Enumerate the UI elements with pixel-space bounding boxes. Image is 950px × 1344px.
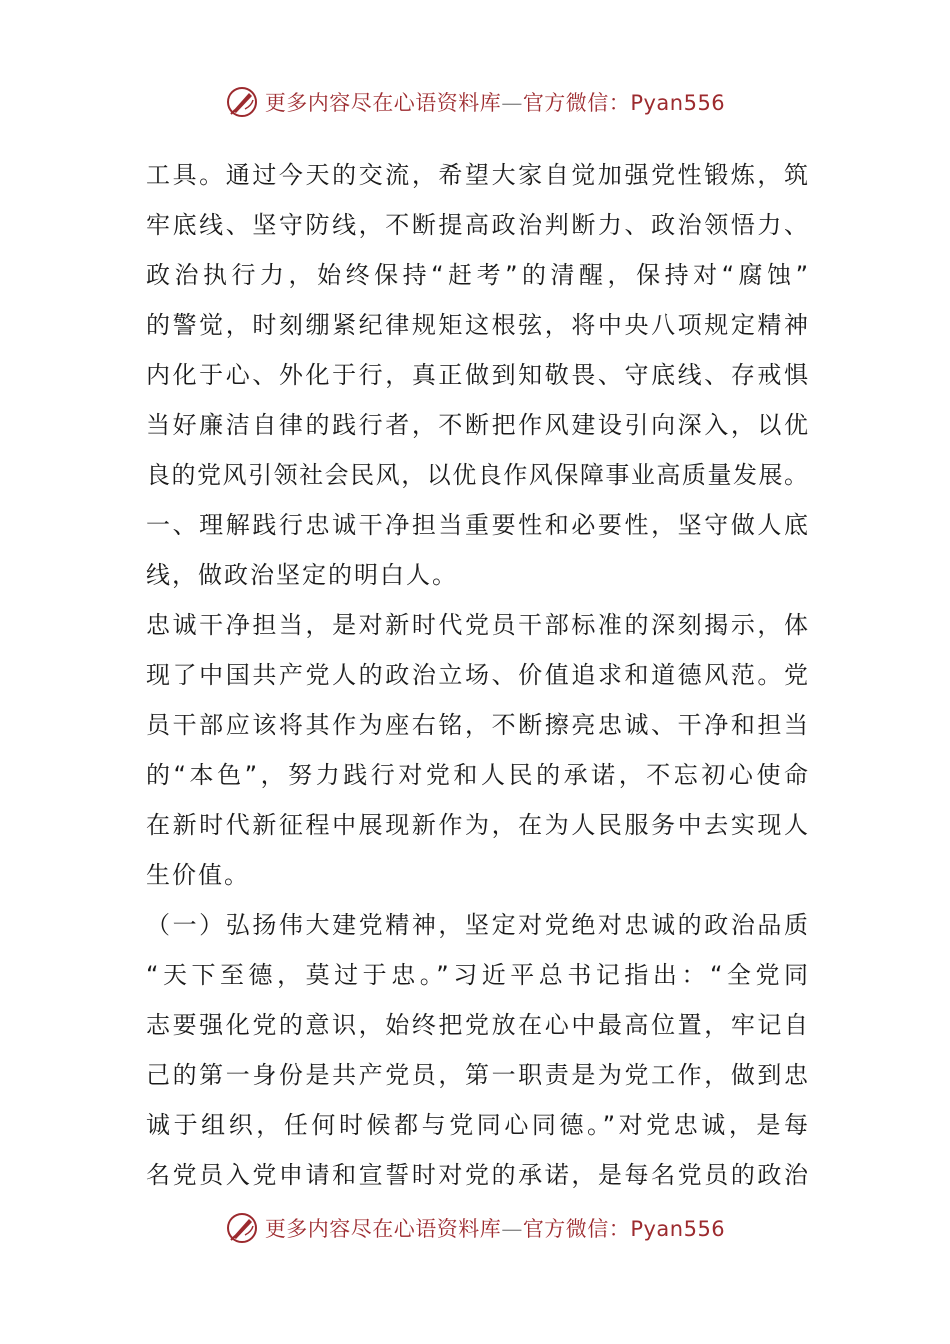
text-line: 在新时代新征程中展现新作为，在为人民服务中去实现人 <box>146 811 808 839</box>
contact-label: 官方微信： <box>522 91 631 115</box>
contact-id: Pyan556 <box>630 91 726 115</box>
text-line: 员干部应该将其作为座右铭，不断擦亮忠诚、干净和担当 <box>146 711 808 739</box>
text-line: 名党员入党申请和宣誓时对党的承诺，是每名党员的政治 <box>146 1161 808 1189</box>
text-line: “天下至德，莫过于忠。”习近平总书记指出：“全党同 <box>146 961 808 989</box>
quill-pen-logo-icon <box>225 85 259 119</box>
site-name: 更多内容尽在心语资料库 <box>264 91 502 115</box>
text-line: 良的党风引领社会民风，以优良作风保障事业高质量发展。 <box>146 461 808 489</box>
section-heading-line: 线，做政治坚定的明白人。 <box>146 561 458 589</box>
text-line: 工具。通过今天的交流，希望大家自觉加强党性锻炼，筑 <box>146 161 808 189</box>
text-line: 生价值。 <box>146 861 250 889</box>
document-body <box>146 150 808 1200</box>
text-line: 己的第一身份是共产党员，第一职责是为党工作，做到忠 <box>146 1061 808 1089</box>
text-line: 当好廉洁自律的践行者，不断把作风建设引向深入，以优 <box>146 411 808 439</box>
text-line: 现了中国共产党人的政治立场、价值追求和道德风范。党 <box>146 661 808 689</box>
site-name: 更多内容尽在心语资料库 <box>264 1217 502 1241</box>
text-line: 政治执行力，始终保持“赶考”的清醒，保持对“腐蚀” <box>146 261 808 289</box>
separator: — <box>501 1217 523 1241</box>
watermark-text <box>265 87 725 117</box>
text-line: 的“本色”，努力践行对党和人民的承诺，不忘初心使命 <box>146 761 808 789</box>
section-heading-line: 一、理解践行忠诚干净担当重要性和必要性，坚守做人底 <box>146 511 808 539</box>
contact-id: Pyan556 <box>630 1217 726 1241</box>
text-line: 内化于心、外化于行，真正做到知敬畏、守底线、存戒惧 <box>146 361 808 389</box>
separator: — <box>501 91 523 115</box>
header-watermark-banner <box>0 82 950 122</box>
text-line: 的警觉，时刻绷紧纪律规矩这根弦，将中央八项规定精神 <box>146 311 808 339</box>
quill-pen-logo-icon <box>225 1211 259 1245</box>
text-line: 牢底线、坚守防线，不断提高政治判断力、政治领悟力、 <box>146 211 808 239</box>
watermark-text <box>265 1213 725 1243</box>
footer-watermark-banner <box>0 1208 950 1248</box>
text-line: 忠诚干净担当，是对新时代党员干部标准的深刻揭示，体 <box>146 611 808 639</box>
text-line: 诚于组织，任何时候都与党同心同德。”对党忠诚，是每 <box>146 1111 808 1139</box>
contact-label: 官方微信： <box>522 1217 631 1241</box>
text-line: 志要强化党的意识，始终把党放在心中最高位置，牢记自 <box>146 1011 808 1039</box>
subsection-heading-line: （一）弘扬伟大建党精神，坚定对党绝对忠诚的政治品质 <box>146 911 808 939</box>
